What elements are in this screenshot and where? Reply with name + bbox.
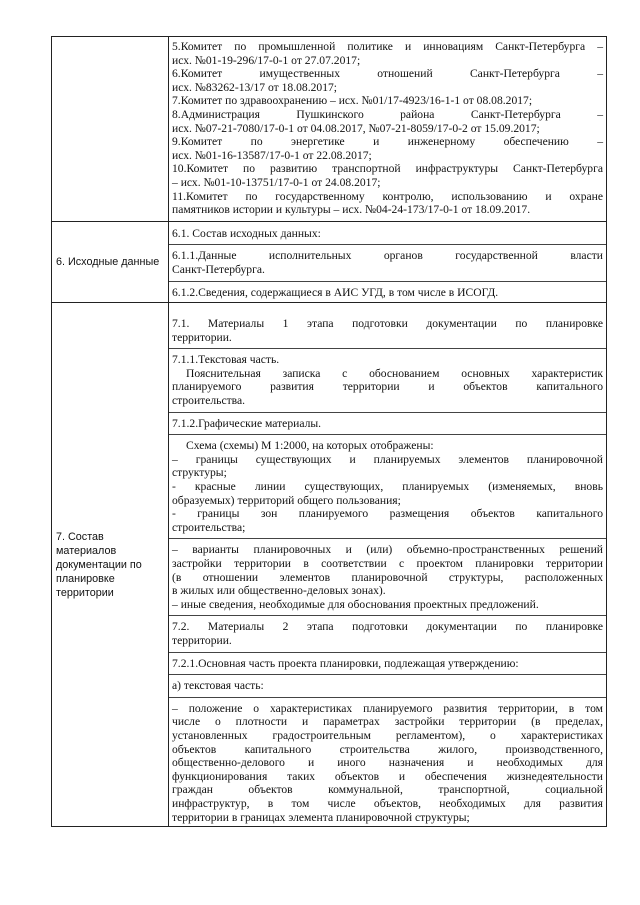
approval-line: 8.Администрация Пушкинского района Санкт-Петербурга – [172, 107, 603, 121]
text-part-heading: 7.1.1.Текстовая часть. [172, 353, 280, 367]
approvals-cell [169, 37, 607, 222]
list-item: – варианты планировочных и (или) объемно-пространственных решений [172, 543, 603, 557]
provision-line: объектов капитального строительства жилого, производственного, [172, 742, 603, 756]
approval-item-7 [172, 94, 603, 108]
approval-line: 5.Комитет по промышленной политике и инновациям Санкт-Петербурга – [172, 40, 603, 53]
document-table [51, 36, 607, 827]
main-part-heading: 7.2.1.Основная часть проекта планировки, подлежащая утверждению: [172, 656, 519, 670]
explanatory-note-cont: планируемого развития территории и объектов капитального [172, 380, 603, 394]
divider [169, 434, 606, 435]
list-item: – границы существующих и планируемых элементов планировочной [172, 452, 603, 466]
divider [169, 281, 606, 282]
approval-line: 11.Комитет по государственному контролю, использованию и охране [172, 189, 603, 203]
divider [169, 615, 606, 616]
list-item-cont: в жилых или общественно-деловых зонах). [172, 584, 386, 598]
table-row-source-data [52, 221, 607, 302]
source-data-item-1-cont: Санкт-Петербурга. [172, 262, 265, 276]
text-part-label: а) текстовая часть: [172, 679, 264, 693]
list-item: - красные линии существующих, планируемых (изменяемых, вновь [172, 480, 603, 494]
divider [169, 244, 606, 245]
schemes-intro: Схема (схемы) М 1:2000, на которых отображены: [186, 439, 434, 453]
provision-line: инфраструктур, в том числе объектов, необходимых для развития [172, 796, 603, 810]
divider [169, 674, 606, 675]
explanatory-note-end: строительства. [172, 394, 246, 408]
list-item: - границы зон планируемого размещения объектов капитального [172, 507, 603, 521]
provision-line: территории в границах элемента планировочной структуры; [172, 810, 470, 824]
list-item-cont: строительства; [172, 520, 246, 534]
divider [169, 412, 606, 413]
approval-item-6 [172, 67, 603, 94]
section-title-documentation: 7. Состав материалов документации по планировке территории [56, 530, 142, 599]
approval-item-8 [172, 108, 603, 135]
divider [169, 697, 606, 698]
provision-line: функционирования таких объектов и обеспечения жизнедеятельности [172, 769, 603, 783]
divider [169, 348, 606, 349]
list-item-cont: застройки территории в соответствии с проектом планировки территории [172, 557, 603, 570]
source-data-label-cell [52, 221, 169, 302]
section-title-source-data: 6. Исходные данные [56, 255, 160, 268]
explanatory-note: Пояснительная записка с обоснованием основных характеристик [186, 366, 603, 380]
approval-line: исх. №07-21-7080/17-0-1 от 04.08.2017, №07-21-8059/17-0-2 от 15.09.2017; [172, 121, 540, 135]
stage1-heading: 7.1. Материалы 1 этапа подготовки документации по планировке [172, 317, 603, 331]
stage2-heading-cont: территории. [172, 633, 232, 647]
graphic-materials-heading: 7.1.2.Графические материалы. [172, 416, 322, 430]
list-item-cont: (в отношении элементов планировочной структуры, расположенных [172, 570, 603, 584]
approval-line: памятников истории и культуры – исх. №04-24-173/17-0-1 от 18.09.2017. [172, 203, 531, 217]
source-data-cell [169, 221, 607, 302]
approval-line: 7.Комитет по здравоохранению – исх. №01/17-4923/16-1-1 от 08.08.2017; [172, 94, 533, 108]
approval-line: исх. №01-16-13587/17-0-1 от 22.08.2017; [172, 148, 372, 162]
source-data-heading: 6.1. Состав исходных данных: [172, 226, 321, 240]
approval-line: исх. №83262-13/17 от 18.08.2017; [172, 80, 338, 94]
source-data-item-2: 6.1.2.Сведения, содержащиеся в АИС УГД, в том числе в ИСОГД. [172, 285, 499, 299]
list-item: – иные сведения, необходимые для обоснования проектных предложений. [172, 597, 539, 611]
approval-line: 6.Комитет имущественных отношений Санкт-Петербурга – [172, 67, 603, 81]
provision-line: установленных градостроительным регламентом), о характеристиках [172, 728, 603, 742]
source-data-item-1: 6.1.1.Данные исполнительных органов государственной власти [172, 249, 603, 263]
table-row-approvals [52, 37, 607, 222]
divider [169, 652, 606, 653]
approval-item-11 [172, 190, 603, 217]
left-cell-empty [52, 37, 169, 222]
approval-line: 9.Комитет по энергетике и инженерному обеспечению – [172, 135, 603, 149]
documentation-cell [169, 303, 607, 827]
approval-line: 10.Комитет по развитию транспортной инфраструктуры Санкт-Петербурга [172, 162, 603, 176]
provision-line: – положение о характеристиках планируемого развития территории, в том [172, 701, 603, 715]
stage1-heading-cont: территории. [172, 330, 232, 344]
documentation-label-cell [52, 303, 169, 827]
approval-item-9 [172, 135, 603, 162]
approval-line: – исх. №01-10-13751/17-0-1 от 24.08.2017; [172, 175, 381, 189]
approval-item-5 [172, 40, 603, 67]
provision-line: общественно-делового и иного назначения и необходимых для [172, 756, 603, 770]
list-item-cont: образуемых) территорий общего пользования; [172, 493, 401, 507]
table-row-documentation [52, 303, 607, 827]
list-item-cont: структуры; [172, 466, 227, 480]
approval-item-10 [172, 162, 603, 189]
stage2-heading: 7.2. Материалы 2 этапа подготовки документации по планировке [172, 620, 603, 634]
divider [169, 538, 606, 539]
approval-line: исх. №01-19-296/17-0-1 от 27.07.2017; [172, 53, 361, 67]
provision-line: числе о плотности и параметрах застройки территории (в пределах, [172, 715, 603, 729]
provision-line: граждан объектов коммунальной, транспортной, социальной [172, 783, 603, 797]
